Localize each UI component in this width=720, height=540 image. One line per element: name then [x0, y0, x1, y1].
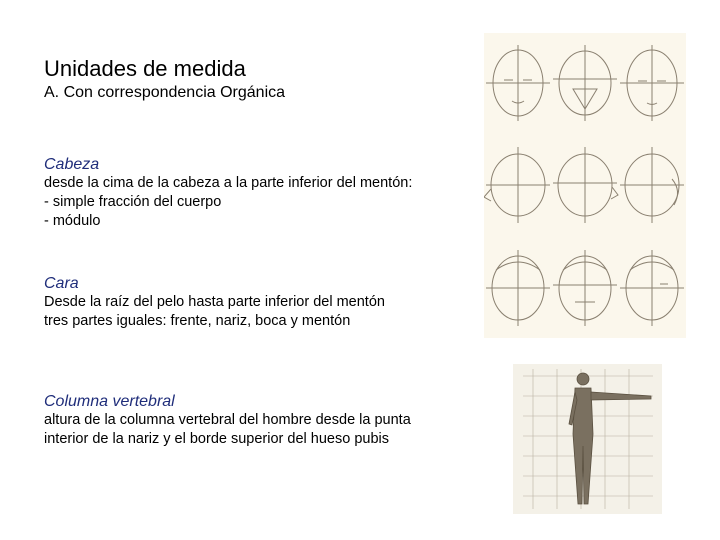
- head-sketch: [620, 45, 684, 121]
- head-sketch: [553, 45, 617, 121]
- head-sketch: [486, 250, 550, 326]
- section-cabeza: [44, 155, 444, 231]
- head-sketch: [620, 147, 684, 223]
- section-body: desde la cima de la cabeza a la parte inferior del mentón: - simple fracción del cuerpo - módulo: [44, 175, 413, 229]
- head-proportion-sketches: [484, 33, 686, 338]
- section-heading: Cabeza: [44, 156, 100, 173]
- head-sketch: [553, 147, 618, 223]
- page-title: Unidades de medida: [44, 56, 246, 81]
- page-subtitle: A. Con correspondencia Orgánica: [44, 84, 286, 101]
- section-heading: Columna vertebral: [44, 393, 175, 410]
- head-sketch: [620, 250, 684, 326]
- body-proportion-figure: [513, 364, 662, 514]
- head-sketch: [486, 45, 550, 121]
- section-body: Desde la raíz del pelo hasta parte inferior del mentón tres partes iguales: frente, nariz, boca y mentón: [44, 294, 385, 329]
- section-columna-vertebral: [44, 392, 444, 449]
- section-body: altura de la columna vertebral del hombre desde la punta interior de la nariz y el borde superior del hueso pubis: [44, 412, 411, 447]
- section-heading: Cara: [44, 275, 79, 292]
- head-sketch: [484, 147, 550, 223]
- head-sketch: [553, 250, 617, 326]
- section-cara: [44, 274, 444, 331]
